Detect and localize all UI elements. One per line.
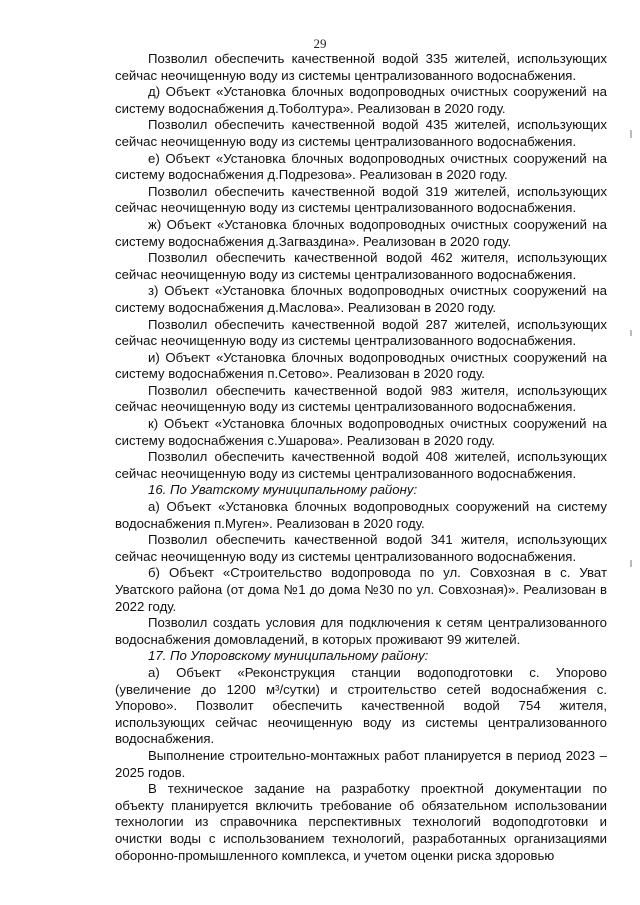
list-item: б) Объект «Строительство водопровода по ул. Совхозная в с. Уват Уватского района (от дома №1 до дома №30 по ул. Совхозная)». Реализован в 2022 году. [115,565,607,614]
paragraph: Выполнение строительно-монтажных работ планируется в период 2023 – 2025 годов. [115,747,607,780]
section-heading: 17. По Упоровскому муниципальному району: [148,648,429,664]
paragraph: Позволил обеспечить качественной водой 341 жителя, использующих сейчас неочищенную воду из системы централизованного водоснабжения. [115,532,607,564]
paragraph: Позволил обеспечить качественной водой 319 жителей, использующих сейчас неочищенную воду из системы централизованного водоснабжения. [115,183,607,216]
list-item: а) Объект «Реконструкция станции водоподготовки с. Упорово (увеличение до 1200 м³/сутки) и строительство сетей водоснабжения с. Упорово». Позволит обеспечить качественной водой 754 жителя, использующих сейчас неочищенную воду из системы централизованного водоснабжения. [115,664,607,747]
list-item: з) Объект «Установка блочных водопроводных очистных сооружений на систему водоснабжения д.Маслова». Реализован в 2020 году. [115,283,607,315]
page-body [115,51,607,864]
list-item: и) Объект «Установка блочных водопроводных очистных сооружений на систему водоснабжения п.Сетово». Реализован в 2020 году. [115,349,607,382]
paragraph: Позволил обеспечить качественной водой 335 жителей, использующих сейчас неочищенную воду из системы централизованного водоснабжения. [115,51,607,83]
list-item: е) Объект «Установка блочных водопроводных очистных сооружений на систему водоснабжения д.Подрезова». Реализован в 2020 году. [115,150,607,183]
page-number: 29 [313,36,327,51]
list-item: к) Объект «Установка блочных водопроводных очистных сооружений на систему водоснабжения с.Ушарова». Реализован в 2020 году. [115,416,607,448]
paragraph: Позволил создать условия для подключения к сетям централизованного водоснабжения домовладений, в которых проживают 99 жителей. [115,615,607,647]
paragraph: Позволил обеспечить качественной водой 408 жителей, использующих сейчас неочищенную воду из системы централизованного водоснабжения. [115,449,607,481]
paragraph: Позволил обеспечить качественной водой 462 жителя, использующих сейчас неочищенную воду из системы централизованного водоснабжения. [115,250,607,282]
section-heading: 16. По Уватскому муниципальному району: [148,482,418,498]
scan-margin-mark [630,330,632,336]
paragraph: Позволил обеспечить качественной водой 435 жителей, использующих сейчас неочищенную воду из системы централизованного водоснабжения. [115,117,607,149]
scan-margin-mark [630,560,632,567]
list-item: ж) Объект «Установка блочных водопроводных очистных сооружений на систему водоснабжения д.Загваздина». Реализован в 2020 году. [115,216,607,249]
paragraph: Позволил обеспечить качественной водой 287 жителей, использующих сейчас неочищенную воду из системы централизованного водоснабжения. [115,316,607,349]
list-item: д) Объект «Установка блочных водопроводных очистных сооружений на систему водоснабжения д.Тоболтура». Реализован в 2020 году. [115,84,607,116]
list-item: а) Объект «Установка блочных водопроводных сооружений на систему водоснабжения п.Муген». Реализован в 2020 году. [115,499,607,531]
paragraph: В техническое задание на разработку проектной документации по объекту планируется включить требование об обязательном использовании технологии из справочника перспективных технологий водоподготовки и очистки воды с использованием технологий, разработанных организациями оборонно-промышленного комплекса, и учетом оценки риска здоровью [115,781,607,863]
scan-margin-mark [630,130,632,138]
paragraph: Позволил обеспечить качественной водой 983 жителя, использующих сейчас неочищенную воду из системы централизованного водоснабжения. [115,382,607,415]
